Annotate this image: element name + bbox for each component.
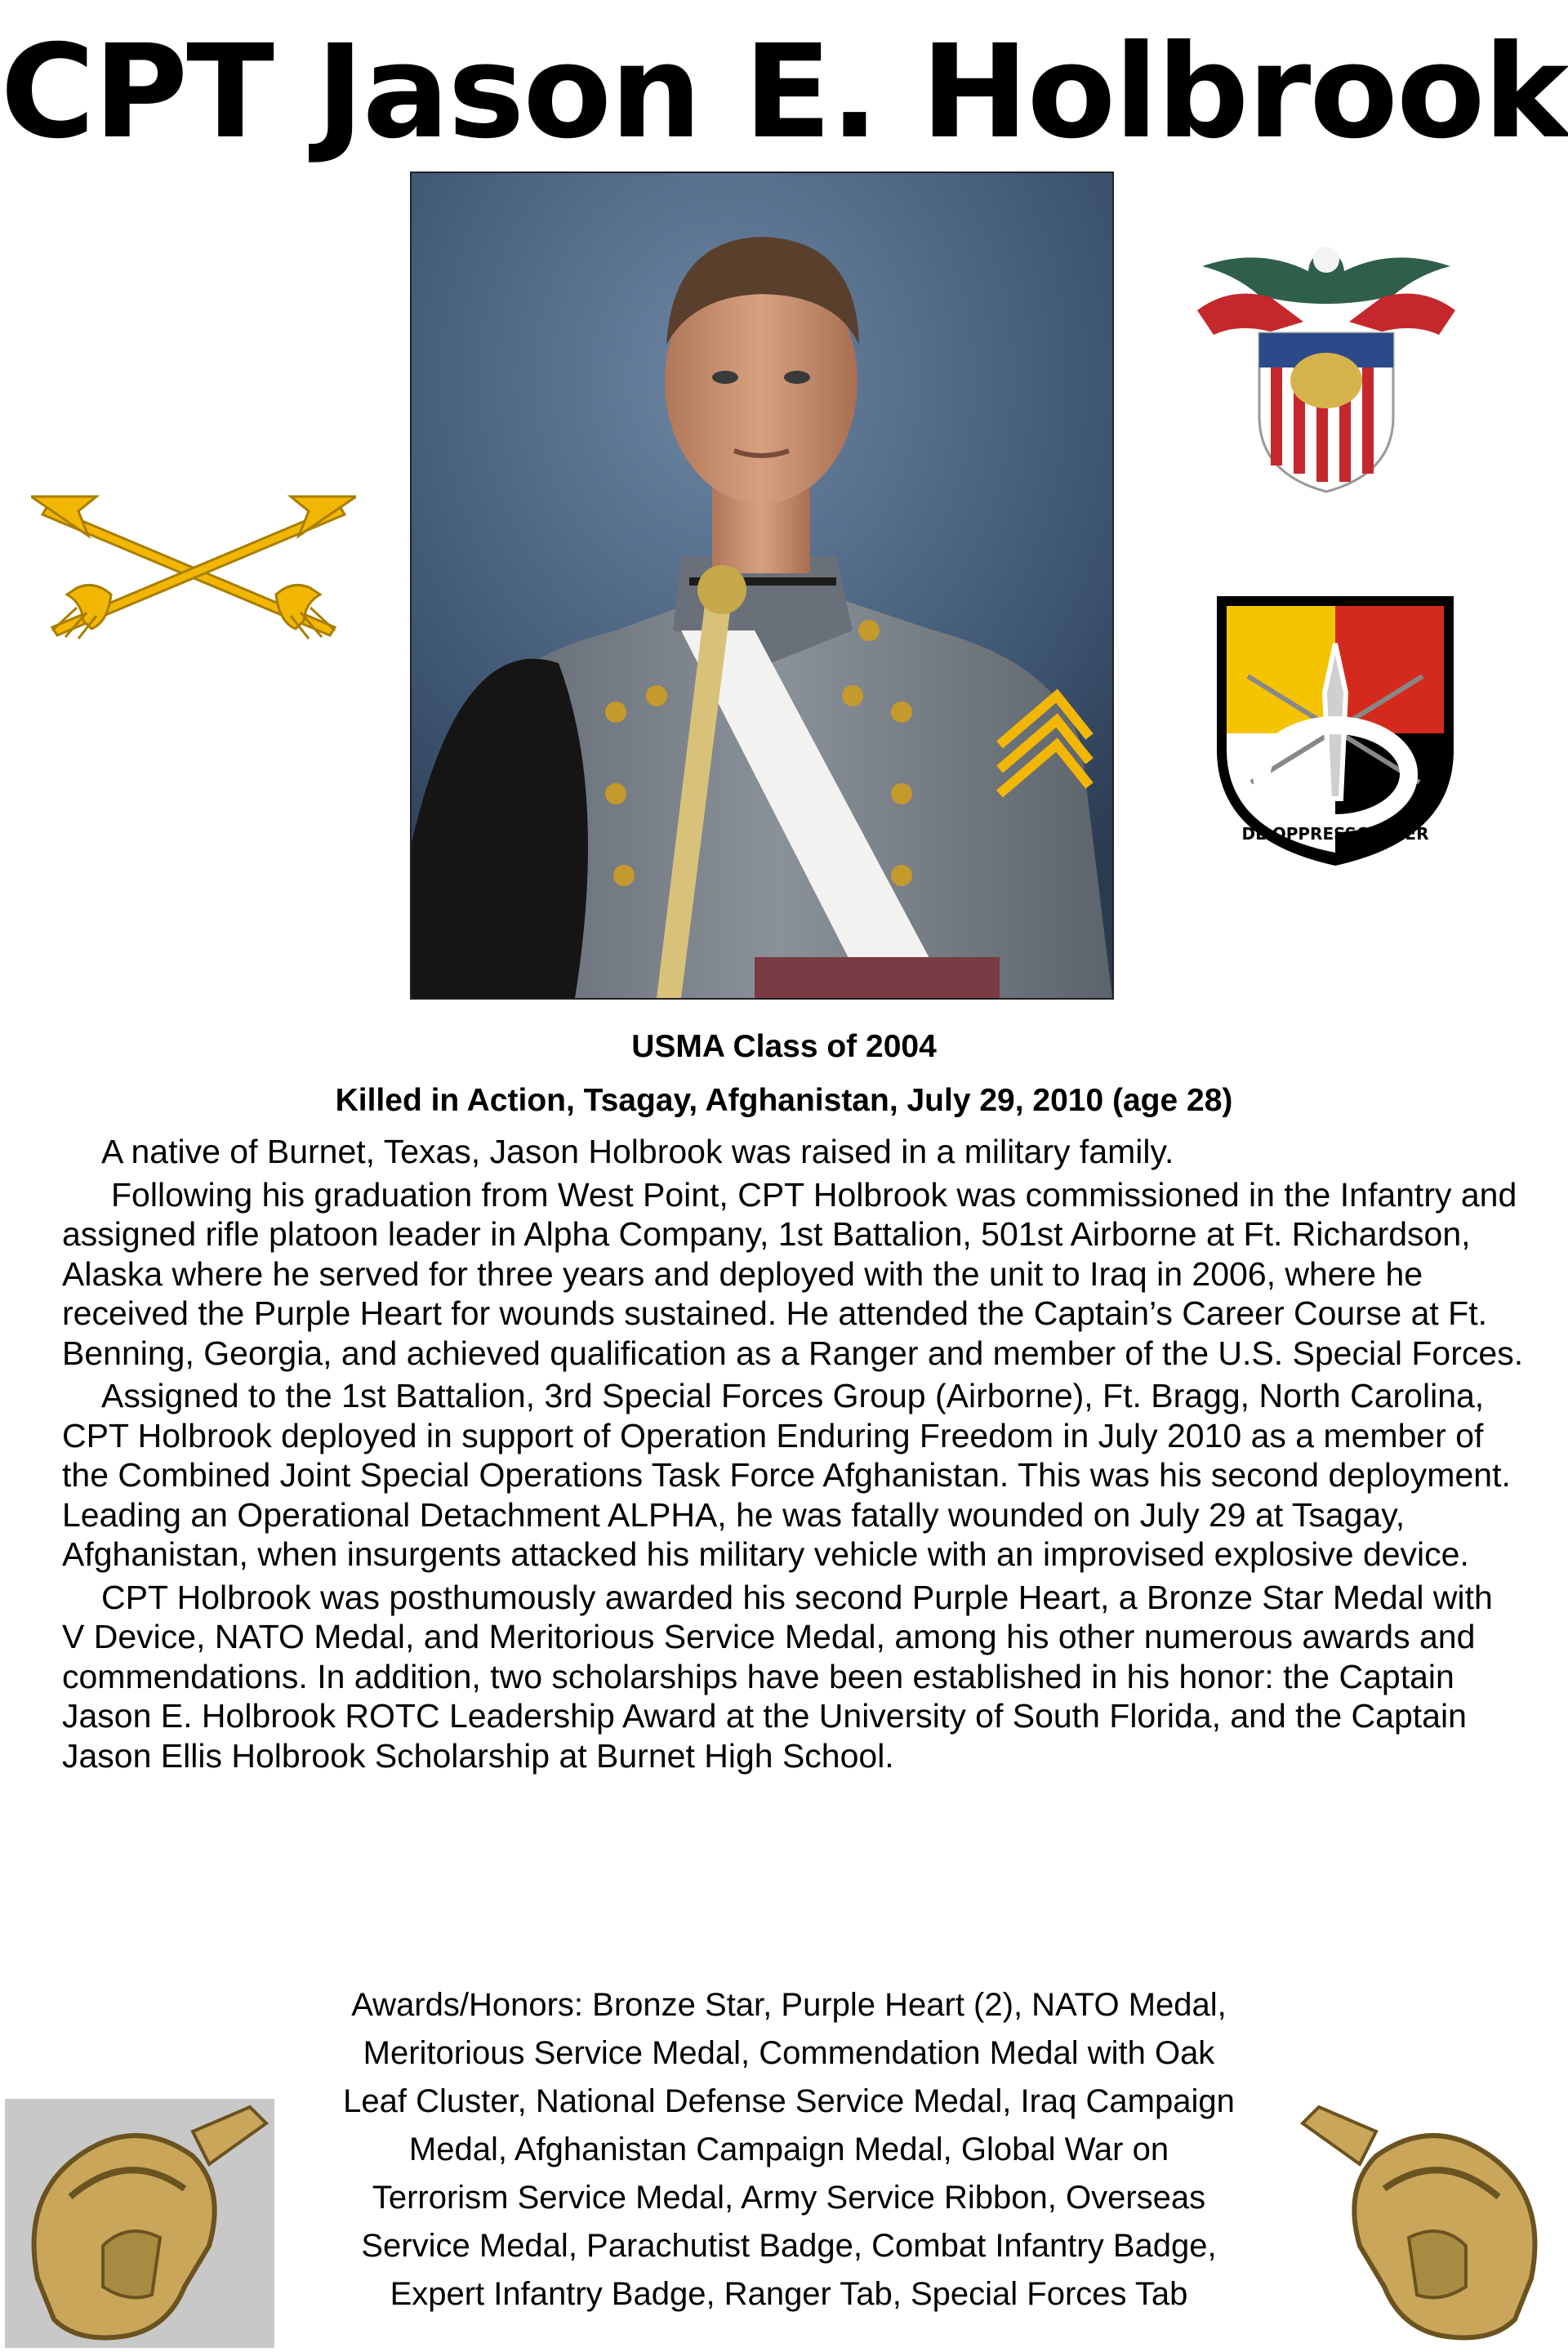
- bio-paragraph-3: Assigned to the 1st Battalion, 3rd Special Forces Group (Airborne), Ft. Bragg, North Carolina, CPT Holbrook deployed in support of Operation Enduring Freedom in July 2010 as a member of the Combined Joint Special Operations Task Force Afghanistan. This was his second deployment. Leading an Operational Detachment ALPHA, he was fatally wounded on July 29 at Tsagay, Afghanistan, when insurgents attacked his military vehicle with an improvised explosive device.: [62, 1377, 1511, 1573]
- awards-line: Meritorious Service Medal, Commendation Medal with Oak: [363, 2035, 1215, 2071]
- awards-honors: [291, 1981, 1287, 2319]
- sf-motto: DE OPPRESSO LIBER: [1241, 824, 1429, 844]
- athena-helmet-icon: [5, 2099, 274, 2348]
- bio-paragraph-4: CPT Holbrook was posthumously awarded his second Purple Heart, a Bronze Star Medal with V Device, NATO Medal, and Meritorious Service Medal, among his other numerous awards and commendations. In addition, two scholarships have been established in his honor: the Captain Jason E. Holbrook ROTC Leadership Award at the University of South Florida, and the Captain Jason Ellis Holbrook Scholarship at Burnet High School.: [62, 1578, 1493, 1775]
- special-forces-patch-icon: [1215, 595, 1455, 867]
- portrait-photo: [410, 172, 1114, 1000]
- bio-paragraph-2: Following his graduation from West Point, CPT Holbrook was commissioned in the Infantry and assigned rifle platoon leader in Alpha Company, 1st Battalion, 501st Airborne at Ft. Richardson, Alaska where he served for three years and deployed with the unit to Iraq in 2006, where he received the Purple Heart for wounds sustained. He attended the Captain’s Career Course at Ft. Benning, Georgia, and achieved qualification as a Ranger and member of the U.S. Special Forces.: [62, 1175, 1524, 1372]
- page-title: CPT Jason E. Holbrook: [0, 17, 1568, 167]
- usma-crest-icon: [1181, 237, 1472, 497]
- awards-line: Terrorism Service Medal, Army Service Ribbon, Overseas: [372, 2180, 1206, 2216]
- awards-line: Awards/Honors: Bronze Star, Purple Heart (2), NATO Medal,: [351, 1987, 1227, 2023]
- bio-paragraph-1: A native of Burnet, Texas, Jason Holbrook was raised in a military family.: [101, 1133, 1174, 1170]
- crossed-arrows-icon: [31, 472, 356, 653]
- awards-line: Leaf Cluster, National Defense Service Medal, Iraq Campaign: [343, 2083, 1235, 2119]
- awards-line: Medal, Afghanistan Campaign Medal, Global War on: [408, 2132, 1169, 2167]
- class-line: USMA Class of 2004: [631, 1029, 937, 1064]
- biography: [62, 1132, 1524, 1779]
- kia-line: Killed in Action, Tsagay, Afghanistan, July 29, 2010 (age 28): [335, 1083, 1233, 1118]
- awards-line: Expert Infantry Badge, Ranger Tab, Special Forces Tab: [390, 2276, 1188, 2312]
- athena-helmet-icon: [1298, 2099, 1564, 2348]
- awards-line: Service Medal, Parachutist Badge, Combat Infantry Badge,: [361, 2228, 1217, 2264]
